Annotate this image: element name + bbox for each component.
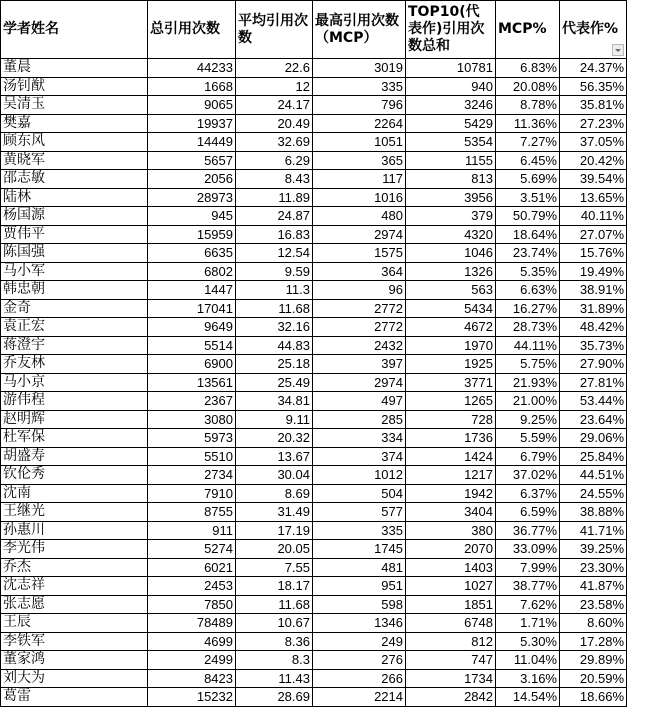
cell-total-citations[interactable]: 6635 [148, 244, 236, 263]
cell-top10-sum[interactable]: 4320 [406, 225, 496, 244]
cell-name[interactable]: 杨国源 [1, 207, 148, 226]
cell-avg-citations[interactable]: 25.49 [236, 373, 313, 392]
cell-top10-sum[interactable]: 2842 [406, 688, 496, 707]
cell-name[interactable]: 李光伟 [1, 540, 148, 559]
cell-max-citations[interactable]: 504 [313, 484, 406, 503]
table-row [1, 558, 627, 577]
cell-avg-citations[interactable]: 11.3 [236, 281, 313, 300]
cell-max-citations[interactable]: 266 [313, 669, 406, 688]
cell-top10-sum[interactable]: 1403 [406, 558, 496, 577]
cell-top10-sum[interactable]: 812 [406, 632, 496, 651]
table-row [1, 336, 627, 355]
cell-top10-sum[interactable]: 728 [406, 410, 496, 429]
cell-representative-percent[interactable]: 38.88% [560, 503, 627, 522]
cell-name[interactable]: 沈志祥 [1, 577, 148, 596]
table-row [1, 447, 627, 466]
cell-total-citations[interactable]: 6021 [148, 558, 236, 577]
cell-max-citations[interactable]: 3019 [313, 59, 406, 78]
header-avg-citations[interactable] [236, 1, 313, 59]
cell-name[interactable]: 钦伦秀 [1, 466, 148, 485]
cell-top10-sum[interactable]: 380 [406, 521, 496, 540]
cell-top10-sum[interactable]: 1736 [406, 429, 496, 448]
cell-top10-sum[interactable]: 1326 [406, 262, 496, 281]
cell-max-citations[interactable]: 1012 [313, 466, 406, 485]
cell-max-citations[interactable]: 1016 [313, 188, 406, 207]
cell-max-citations[interactable]: 2974 [313, 225, 406, 244]
cell-representative-percent[interactable]: 35.81% [560, 96, 627, 115]
table-row [1, 466, 627, 485]
cell-top10-sum[interactable]: 3771 [406, 373, 496, 392]
cell-max-citations[interactable]: 1346 [313, 614, 406, 633]
table-body [1, 59, 627, 707]
cell-max-citations[interactable]: 1575 [313, 244, 406, 263]
cell-top10-sum[interactable]: 813 [406, 170, 496, 189]
cell-total-citations[interactable]: 2453 [148, 577, 236, 596]
cell-total-citations[interactable]: 5514 [148, 336, 236, 355]
cell-max-citations[interactable]: 2432 [313, 336, 406, 355]
cell-max-citations[interactable]: 1745 [313, 540, 406, 559]
cell-representative-percent[interactable]: 31.89% [560, 299, 627, 318]
cell-name[interactable]: 黄晓军 [1, 151, 148, 170]
cell-mcp-percent[interactable]: 7.27% [496, 133, 560, 152]
table-row [1, 651, 627, 670]
cell-total-citations[interactable]: 9649 [148, 318, 236, 337]
cell-representative-percent[interactable]: 39.25% [560, 540, 627, 559]
cell-avg-citations[interactable]: 22.6 [236, 59, 313, 78]
cell-representative-percent[interactable]: 25.84% [560, 447, 627, 466]
cell-top10-sum[interactable]: 5429 [406, 114, 496, 133]
cell-name[interactable]: 邵志敏 [1, 170, 148, 189]
header-label: MCP% [498, 21, 547, 37]
table-row [1, 299, 627, 318]
cell-name[interactable]: 董晨 [1, 59, 148, 78]
cell-mcp-percent[interactable]: 6.79% [496, 447, 560, 466]
cell-representative-percent[interactable]: 27.81% [560, 373, 627, 392]
cell-max-citations[interactable]: 2974 [313, 373, 406, 392]
cell-avg-citations[interactable]: 13.67 [236, 447, 313, 466]
cell-top10-sum[interactable]: 10781 [406, 59, 496, 78]
cell-max-citations[interactable]: 374 [313, 447, 406, 466]
cell-total-citations[interactable]: 44233 [148, 59, 236, 78]
cell-mcp-percent[interactable]: 5.59% [496, 429, 560, 448]
cell-mcp-percent[interactable]: 7.62% [496, 595, 560, 614]
cell-mcp-percent[interactable]: 16.27% [496, 299, 560, 318]
table-row [1, 96, 627, 115]
cell-total-citations[interactable]: 28973 [148, 188, 236, 207]
cell-total-citations[interactable]: 5510 [148, 447, 236, 466]
cell-avg-citations[interactable]: 9.11 [236, 410, 313, 429]
cell-name[interactable]: 胡盛寿 [1, 447, 148, 466]
table-row [1, 318, 627, 337]
cell-mcp-percent[interactable]: 6.37% [496, 484, 560, 503]
cell-avg-citations[interactable]: 34.81 [236, 392, 313, 411]
cell-avg-citations[interactable]: 28.69 [236, 688, 313, 707]
table-row [1, 59, 627, 78]
header-mcp-percent[interactable] [496, 1, 560, 59]
cell-avg-citations[interactable]: 7.55 [236, 558, 313, 577]
cell-top10-sum[interactable]: 1942 [406, 484, 496, 503]
cell-total-citations[interactable]: 2056 [148, 170, 236, 189]
cell-mcp-percent[interactable]: 36.77% [496, 521, 560, 540]
cell-avg-citations[interactable]: 16.83 [236, 225, 313, 244]
cell-top10-sum[interactable]: 3246 [406, 96, 496, 115]
cell-representative-percent[interactable]: 35.73% [560, 336, 627, 355]
cell-representative-percent[interactable]: 17.28% [560, 632, 627, 651]
cell-total-citations[interactable]: 3080 [148, 410, 236, 429]
cell-mcp-percent[interactable]: 21.00% [496, 392, 560, 411]
cell-mcp-percent[interactable]: 5.75% [496, 355, 560, 374]
cell-avg-citations[interactable]: 31.49 [236, 503, 313, 522]
header-label: 代表作% [562, 21, 619, 37]
cell-representative-percent[interactable]: 23.30% [560, 558, 627, 577]
cell-max-citations[interactable]: 335 [313, 77, 406, 96]
table-row [1, 77, 627, 96]
cell-representative-percent[interactable]: 15.76% [560, 244, 627, 263]
cell-representative-percent[interactable]: 20.42% [560, 151, 627, 170]
cell-representative-percent[interactable]: 39.54% [560, 170, 627, 189]
cell-max-citations[interactable]: 1051 [313, 133, 406, 152]
cell-avg-citations[interactable]: 11.68 [236, 299, 313, 318]
cell-max-citations[interactable]: 951 [313, 577, 406, 596]
cell-total-citations[interactable]: 15232 [148, 688, 236, 707]
cell-mcp-percent[interactable]: 11.04% [496, 651, 560, 670]
cell-total-citations[interactable]: 2499 [148, 651, 236, 670]
cell-top10-sum[interactable]: 1046 [406, 244, 496, 263]
cell-representative-percent[interactable]: 23.58% [560, 595, 627, 614]
cell-representative-percent[interactable]: 44.51% [560, 466, 627, 485]
cell-avg-citations[interactable]: 12 [236, 77, 313, 96]
cell-mcp-percent[interactable]: 20.08% [496, 77, 560, 96]
cell-representative-percent[interactable]: 19.49% [560, 262, 627, 281]
cell-name[interactable]: 董家鸿 [1, 651, 148, 670]
table-row [1, 244, 627, 263]
cell-avg-citations[interactable]: 18.17 [236, 577, 313, 596]
cell-representative-percent[interactable]: 27.07% [560, 225, 627, 244]
cell-mcp-percent[interactable]: 1.71% [496, 614, 560, 633]
cell-total-citations[interactable]: 13561 [148, 373, 236, 392]
filter-dropdown-icon[interactable] [612, 44, 624, 56]
header-total-citations[interactable] [148, 1, 236, 59]
cell-name[interactable]: 贾伟平 [1, 225, 148, 244]
cell-mcp-percent[interactable]: 5.30% [496, 632, 560, 651]
cell-max-citations[interactable]: 285 [313, 410, 406, 429]
cell-max-citations[interactable]: 577 [313, 503, 406, 522]
header-label: 学者姓名 [3, 21, 59, 37]
cell-total-citations[interactable]: 7850 [148, 595, 236, 614]
cell-name[interactable]: 金奇 [1, 299, 148, 318]
cell-representative-percent[interactable]: 8.60% [560, 614, 627, 633]
cell-name[interactable]: 韩忠朝 [1, 281, 148, 300]
cell-avg-citations[interactable]: 20.32 [236, 429, 313, 448]
cell-top10-sum[interactable]: 940 [406, 77, 496, 96]
table-row [1, 614, 627, 633]
table-row [1, 207, 627, 226]
cell-total-citations[interactable]: 2734 [148, 466, 236, 485]
cell-name[interactable]: 袁正宏 [1, 318, 148, 337]
cell-avg-citations[interactable]: 11.89 [236, 188, 313, 207]
table-row [1, 151, 627, 170]
cell-total-citations[interactable]: 17041 [148, 299, 236, 318]
cell-avg-citations[interactable]: 12.54 [236, 244, 313, 263]
cell-top10-sum[interactable]: 3404 [406, 503, 496, 522]
cell-top10-sum[interactable]: 747 [406, 651, 496, 670]
cell-name[interactable]: 杜军保 [1, 429, 148, 448]
header-max-citations-mcp[interactable] [313, 1, 406, 59]
cell-avg-citations[interactable]: 25.18 [236, 355, 313, 374]
cell-max-citations[interactable]: 96 [313, 281, 406, 300]
cell-top10-sum[interactable]: 1265 [406, 392, 496, 411]
table-row [1, 429, 627, 448]
cell-mcp-percent[interactable]: 3.51% [496, 188, 560, 207]
cell-total-citations[interactable]: 8423 [148, 669, 236, 688]
cell-mcp-percent[interactable]: 23.74% [496, 244, 560, 263]
cell-avg-citations[interactable]: 11.68 [236, 595, 313, 614]
cell-total-citations[interactable]: 78489 [148, 614, 236, 633]
cell-name[interactable]: 乔杰 [1, 558, 148, 577]
cell-avg-citations[interactable]: 6.29 [236, 151, 313, 170]
cell-top10-sum[interactable]: 4672 [406, 318, 496, 337]
cell-mcp-percent[interactable]: 5.35% [496, 262, 560, 281]
cell-total-citations[interactable]: 14449 [148, 133, 236, 152]
cell-max-citations[interactable]: 796 [313, 96, 406, 115]
cell-top10-sum[interactable]: 1155 [406, 151, 496, 170]
header-representative-percent[interactable] [560, 1, 627, 59]
header-top10-citations-sum[interactable] [406, 1, 496, 59]
cell-name[interactable]: 李铁军 [1, 632, 148, 651]
cell-max-citations[interactable]: 364 [313, 262, 406, 281]
cell-mcp-percent[interactable]: 28.73% [496, 318, 560, 337]
table-row [1, 503, 627, 522]
table-row [1, 632, 627, 651]
cell-name[interactable]: 樊嘉 [1, 114, 148, 133]
cell-mcp-percent[interactable]: 14.54% [496, 688, 560, 707]
cell-top10-sum[interactable]: 379 [406, 207, 496, 226]
cell-total-citations[interactable]: 5973 [148, 429, 236, 448]
cell-name[interactable]: 游伟程 [1, 392, 148, 411]
header-scholar-name[interactable] [1, 1, 148, 59]
cell-avg-citations[interactable]: 20.05 [236, 540, 313, 559]
cell-max-citations[interactable]: 2772 [313, 318, 406, 337]
cell-avg-citations[interactable]: 9.59 [236, 262, 313, 281]
header-label: 平均引用次数 [238, 12, 308, 46]
cell-mcp-percent[interactable]: 6.45% [496, 151, 560, 170]
cell-representative-percent[interactable]: 56.35% [560, 77, 627, 96]
header-label: TOP10(代表作)引用次数总和 [408, 4, 485, 54]
cell-top10-sum[interactable]: 1217 [406, 466, 496, 485]
cell-representative-percent[interactable]: 27.90% [560, 355, 627, 374]
table-row [1, 373, 627, 392]
cell-avg-citations[interactable]: 8.36 [236, 632, 313, 651]
cell-avg-citations[interactable]: 11.43 [236, 669, 313, 688]
cell-mcp-percent[interactable]: 3.16% [496, 669, 560, 688]
table-row [1, 170, 627, 189]
cell-mcp-percent[interactable]: 33.09% [496, 540, 560, 559]
cell-representative-percent[interactable]: 23.64% [560, 410, 627, 429]
cell-name[interactable]: 蒋澄宇 [1, 336, 148, 355]
cell-name[interactable]: 王继光 [1, 503, 148, 522]
cell-avg-citations[interactable]: 24.87 [236, 207, 313, 226]
cell-representative-percent[interactable]: 41.87% [560, 577, 627, 596]
cell-representative-percent[interactable]: 40.11% [560, 207, 627, 226]
cell-top10-sum[interactable]: 1424 [406, 447, 496, 466]
cell-name[interactable]: 陈国强 [1, 244, 148, 263]
cell-total-citations[interactable]: 6900 [148, 355, 236, 374]
cell-max-citations[interactable]: 397 [313, 355, 406, 374]
cell-top10-sum[interactable]: 1851 [406, 595, 496, 614]
cell-representative-percent[interactable]: 41.71% [560, 521, 627, 540]
cell-representative-percent[interactable]: 29.89% [560, 651, 627, 670]
cell-max-citations[interactable]: 598 [313, 595, 406, 614]
cell-name[interactable]: 马小军 [1, 262, 148, 281]
cell-max-citations[interactable]: 480 [313, 207, 406, 226]
cell-max-citations[interactable]: 249 [313, 632, 406, 651]
cell-top10-sum[interactable]: 6748 [406, 614, 496, 633]
cell-avg-citations[interactable]: 8.69 [236, 484, 313, 503]
cell-mcp-percent[interactable]: 37.02% [496, 466, 560, 485]
cell-top10-sum[interactable]: 1970 [406, 336, 496, 355]
cell-top10-sum[interactable]: 5354 [406, 133, 496, 152]
cell-representative-percent[interactable]: 13.65% [560, 188, 627, 207]
cell-top10-sum[interactable]: 1734 [406, 669, 496, 688]
cell-avg-citations[interactable]: 20.49 [236, 114, 313, 133]
table-row [1, 577, 627, 596]
cell-mcp-percent[interactable]: 8.78% [496, 96, 560, 115]
cell-representative-percent[interactable]: 20.59% [560, 669, 627, 688]
cell-max-citations[interactable]: 481 [313, 558, 406, 577]
cell-representative-percent[interactable]: 27.23% [560, 114, 627, 133]
header-row [1, 1, 627, 59]
table-row [1, 355, 627, 374]
cell-max-citations[interactable]: 2264 [313, 114, 406, 133]
cell-max-citations[interactable]: 117 [313, 170, 406, 189]
cell-total-citations[interactable]: 5657 [148, 151, 236, 170]
cell-top10-sum[interactable]: 1925 [406, 355, 496, 374]
cell-name[interactable]: 孙惠川 [1, 521, 148, 540]
cell-mcp-percent[interactable]: 6.59% [496, 503, 560, 522]
cell-top10-sum[interactable]: 2070 [406, 540, 496, 559]
cell-top10-sum[interactable]: 5434 [406, 299, 496, 318]
cell-name[interactable]: 张志愿 [1, 595, 148, 614]
cell-mcp-percent[interactable]: 6.83% [496, 59, 560, 78]
cell-max-citations[interactable]: 365 [313, 151, 406, 170]
cell-max-citations[interactable]: 2214 [313, 688, 406, 707]
cell-representative-percent[interactable]: 37.05% [560, 133, 627, 152]
table-row [1, 114, 627, 133]
cell-mcp-percent[interactable]: 11.36% [496, 114, 560, 133]
cell-name[interactable]: 赵明辉 [1, 410, 148, 429]
cell-name[interactable]: 葛雷 [1, 688, 148, 707]
cell-representative-percent[interactable]: 24.37% [560, 59, 627, 78]
cell-avg-citations[interactable]: 32.16 [236, 318, 313, 337]
table-row [1, 262, 627, 281]
cell-mcp-percent[interactable]: 44.11% [496, 336, 560, 355]
cell-name[interactable]: 沈南 [1, 484, 148, 503]
cell-total-citations[interactable]: 1447 [148, 281, 236, 300]
cell-total-citations[interactable]: 4699 [148, 632, 236, 651]
cell-top10-sum[interactable]: 3956 [406, 188, 496, 207]
table-row [1, 521, 627, 540]
header-label: 最高引用次数（MCP） [315, 12, 399, 46]
table-row [1, 133, 627, 152]
cell-max-citations[interactable]: 335 [313, 521, 406, 540]
cell-max-citations[interactable]: 497 [313, 392, 406, 411]
cell-total-citations[interactable]: 2367 [148, 392, 236, 411]
table-row [1, 484, 627, 503]
cell-mcp-percent[interactable]: 21.93% [496, 373, 560, 392]
cell-max-citations[interactable]: 276 [313, 651, 406, 670]
cell-representative-percent[interactable]: 29.06% [560, 429, 627, 448]
table-row [1, 188, 627, 207]
cell-representative-percent[interactable]: 18.66% [560, 688, 627, 707]
cell-total-citations[interactable]: 1668 [148, 77, 236, 96]
table-row [1, 540, 627, 559]
cell-representative-percent[interactable]: 53.44% [560, 392, 627, 411]
cell-mcp-percent[interactable]: 7.99% [496, 558, 560, 577]
cell-avg-citations[interactable]: 44.83 [236, 336, 313, 355]
table-row [1, 410, 627, 429]
cell-total-citations[interactable]: 945 [148, 207, 236, 226]
cell-name[interactable]: 王辰 [1, 614, 148, 633]
cell-avg-citations[interactable]: 10.67 [236, 614, 313, 633]
cell-mcp-percent[interactable]: 9.25% [496, 410, 560, 429]
cell-representative-percent[interactable]: 48.42% [560, 318, 627, 337]
cell-name[interactable]: 汤钊猷 [1, 77, 148, 96]
cell-total-citations[interactable]: 7910 [148, 484, 236, 503]
cell-mcp-percent[interactable]: 38.77% [496, 577, 560, 596]
cell-avg-citations[interactable]: 8.3 [236, 651, 313, 670]
cell-total-citations[interactable]: 15959 [148, 225, 236, 244]
table-row [1, 281, 627, 300]
cell-name[interactable]: 陆林 [1, 188, 148, 207]
cell-avg-citations[interactable]: 8.43 [236, 170, 313, 189]
cell-name[interactable]: 刘大为 [1, 669, 148, 688]
cell-representative-percent[interactable]: 38.91% [560, 281, 627, 300]
cell-name[interactable]: 吴清玉 [1, 96, 148, 115]
cell-name[interactable]: 顾东风 [1, 133, 148, 152]
table-row [1, 595, 627, 614]
cell-total-citations[interactable]: 8755 [148, 503, 236, 522]
cell-max-citations[interactable]: 2772 [313, 299, 406, 318]
cell-avg-citations[interactable]: 17.19 [236, 521, 313, 540]
header-label: 总引用次数 [150, 21, 220, 37]
cell-avg-citations[interactable]: 24.17 [236, 96, 313, 115]
cell-representative-percent[interactable]: 24.55% [560, 484, 627, 503]
cell-mcp-percent[interactable]: 50.79% [496, 207, 560, 226]
cell-mcp-percent[interactable]: 18.64% [496, 225, 560, 244]
table-row [1, 688, 627, 707]
cell-top10-sum[interactable]: 1027 [406, 577, 496, 596]
cell-total-citations[interactable]: 5274 [148, 540, 236, 559]
table-row [1, 225, 627, 244]
cell-top10-sum[interactable]: 563 [406, 281, 496, 300]
cell-mcp-percent[interactable]: 6.63% [496, 281, 560, 300]
cell-total-citations[interactable]: 911 [148, 521, 236, 540]
cell-total-citations[interactable]: 6802 [148, 262, 236, 281]
cell-max-citations[interactable]: 334 [313, 429, 406, 448]
table-row [1, 669, 627, 688]
cell-name[interactable]: 马小京 [1, 373, 148, 392]
cell-total-citations[interactable]: 9065 [148, 96, 236, 115]
table-row [1, 392, 627, 411]
cell-avg-citations[interactable]: 32.69 [236, 133, 313, 152]
cell-total-citations[interactable]: 19937 [148, 114, 236, 133]
cell-avg-citations[interactable]: 30.04 [236, 466, 313, 485]
cell-mcp-percent[interactable]: 5.69% [496, 170, 560, 189]
cell-name[interactable]: 乔友林 [1, 355, 148, 374]
